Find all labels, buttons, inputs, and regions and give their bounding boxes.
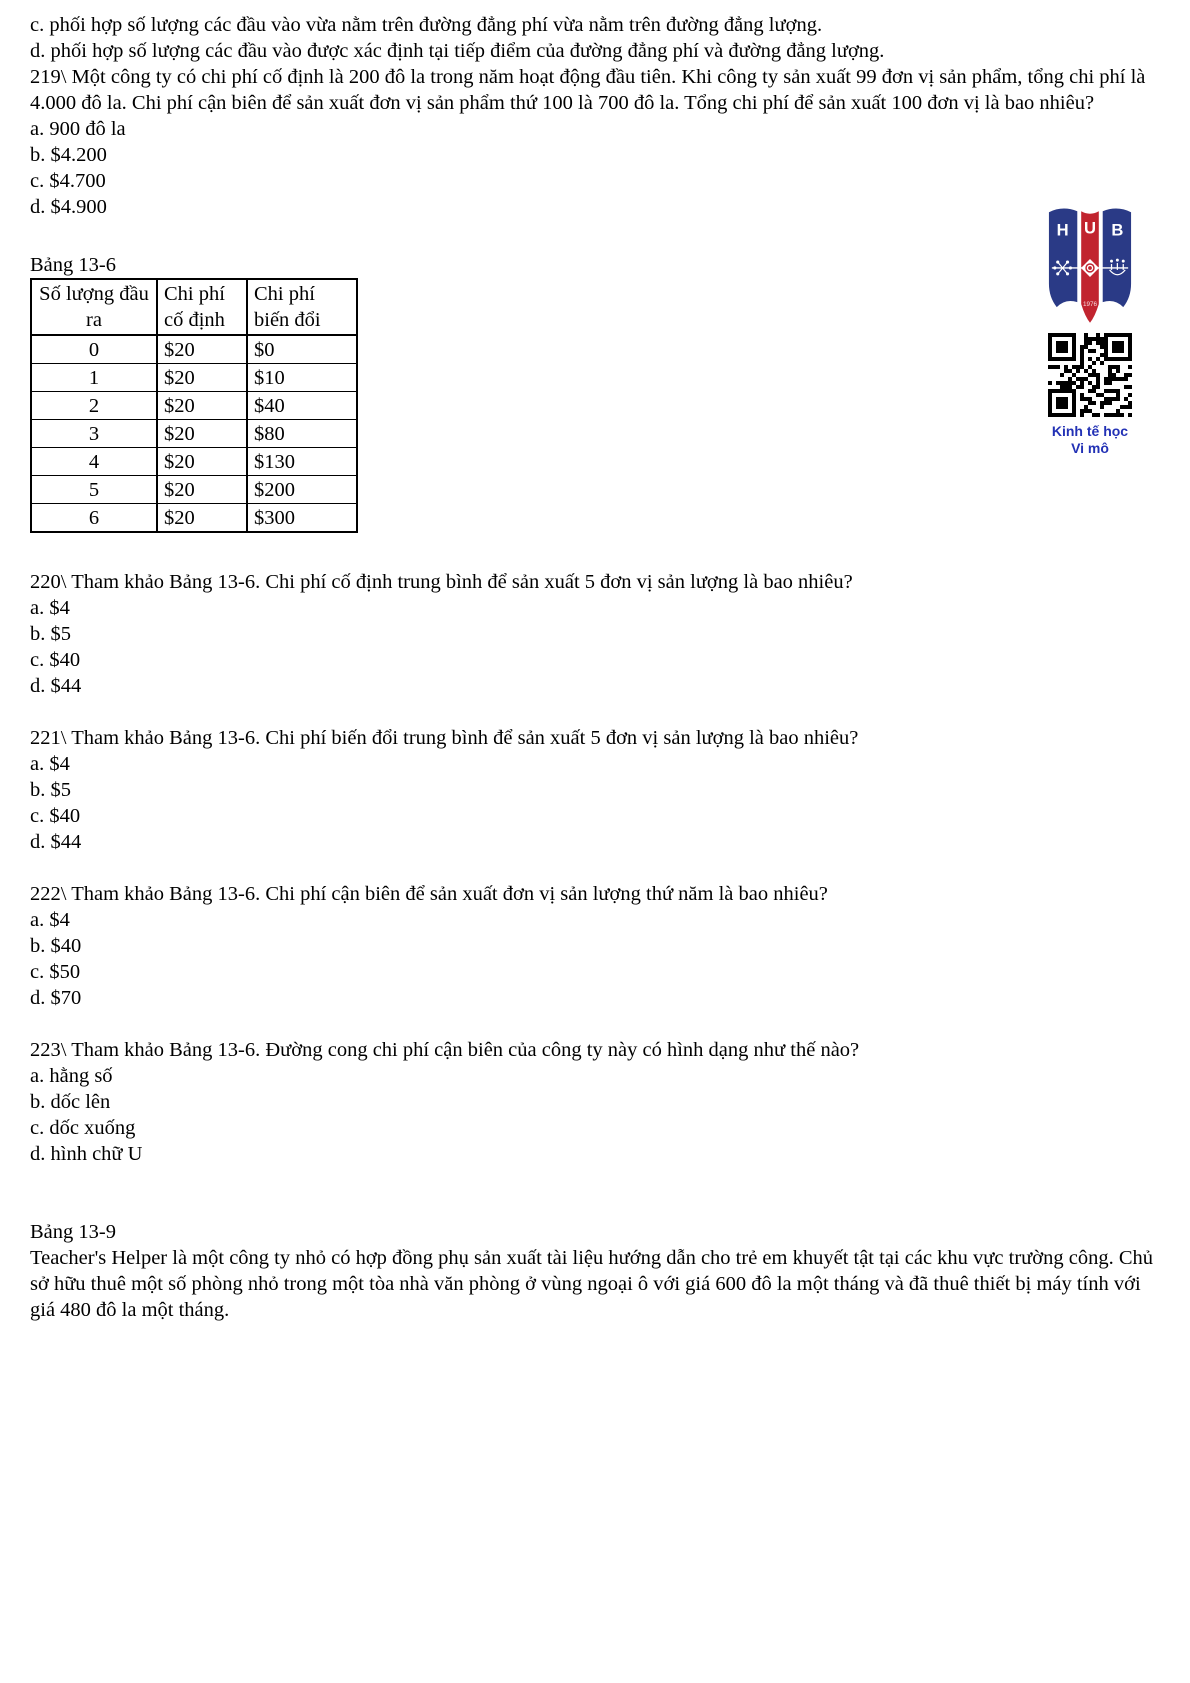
question-block	[30, 1037, 1155, 1167]
table-cell: 5	[31, 476, 157, 504]
answer-option: a. 900 đô la	[30, 118, 126, 140]
option-line: d. phối hợp số lượng các đầu vào được xác định tại tiếp điểm của đường đẳng phí và đường đẳng lượng.	[30, 40, 885, 62]
table-cell: $80	[247, 420, 357, 448]
course-caption-line: Kinh tế học	[1051, 423, 1129, 439]
answer-option: b. dốc lên	[30, 1091, 111, 1113]
answer-option: c. $4.700	[30, 170, 106, 192]
table-row	[31, 392, 357, 420]
logo-letter: H	[1056, 220, 1069, 240]
question-stem: 223\ Tham khảo Bảng 13-6. Đường cong chi phí cận biên của công ty này có hình dạng như thế nào?	[30, 1039, 860, 1061]
answer-option: a. $4	[30, 753, 70, 775]
table-cell: $0	[247, 335, 357, 364]
question-block	[30, 569, 1155, 699]
answer-option: c. dốc xuống	[30, 1117, 136, 1139]
answer-option: d. $44	[30, 675, 82, 697]
answer-option: c. $50	[30, 961, 81, 983]
answer-option: c. $40	[30, 805, 81, 827]
table-cell: $130	[247, 448, 357, 476]
question-block	[30, 725, 1155, 855]
logo-letter: U	[1084, 218, 1096, 238]
question-stem: 220\ Tham khảo Bảng 13-6. Chi phí cố định trung bình để sản xuất 5 đơn vị sản lượng là bao nhiêu?	[30, 571, 853, 593]
table-cell: $20	[157, 364, 247, 392]
table-cell: 3	[31, 420, 157, 448]
question-stem: 222\ Tham khảo Bảng 13-6. Chi phí cận biên để sản xuất đơn vị sản lượng thứ năm là bao nhiêu?	[30, 883, 828, 905]
table-cell: $200	[247, 476, 357, 504]
course-caption	[1043, 423, 1137, 457]
table-cell: $20	[157, 504, 247, 533]
cost-table	[30, 278, 358, 533]
table-cell: 4	[31, 448, 157, 476]
table-cell: $300	[247, 504, 357, 533]
table-cell: 6	[31, 504, 157, 533]
answer-option: a. $4	[30, 597, 70, 619]
course-caption-line: Vi mô	[1071, 440, 1109, 456]
answer-option: d. $70	[30, 987, 82, 1009]
logo-year: 1976	[1082, 301, 1098, 309]
table-caption: Bảng 13-6	[30, 254, 116, 276]
section-paragraph: Teacher's Helper là một công ty nhỏ có hợp đồng phụ sản xuất tài liệu hướng dẫn cho trẻ em khuyết tật tại các khu vực trường công. Chủ sở hữu thuê một số phòng nhỏ trong một tòa nhà văn phòng ở vùng ngoại ô với giá 600 đô la một tháng và đã thuê thiết bị máy tính với giá 480 đô la một tháng.	[30, 1247, 1153, 1321]
question-block	[30, 881, 1155, 1011]
answer-option: a. hằng số	[30, 1065, 113, 1087]
table-row	[31, 476, 357, 504]
table-cell: $40	[247, 392, 357, 420]
table-cell: $20	[157, 392, 247, 420]
branding-column	[1043, 205, 1137, 457]
table-cell: $20	[157, 420, 247, 448]
table-row	[31, 504, 357, 533]
table-cell: $10	[247, 364, 357, 392]
answer-option: c. $40	[30, 649, 81, 671]
table-row	[31, 420, 357, 448]
table-cell: $20	[157, 335, 247, 364]
section-caption: Bảng 13-9	[30, 1221, 116, 1243]
table-row	[31, 364, 357, 392]
question-stem: 221\ Tham khảo Bảng 13-6. Chi phí biến đổi trung bình để sản xuất 5 đơn vị sản lượng là bao nhiêu?	[30, 727, 859, 749]
answer-option: b. $4.200	[30, 144, 107, 166]
answer-option: d. $44	[30, 831, 82, 853]
question-stem: 219\ Một công ty có chi phí cố định là 200 đô la trong năm hoạt động đầu tiên. Khi công ty sản xuất 99 đơn vị sản phẩm, tổng chi phí là 4.000 đô la. Chi phí cận biên để sản xuất đơn vị sản phẩm thứ 100 là 700 đô la. Tổng chi phí để sản xuất 100 đơn vị là bao nhiêu?	[30, 66, 1146, 114]
column-header: Số lượng đầu ra	[31, 279, 157, 335]
hub-logo	[1046, 205, 1134, 327]
table-row	[31, 335, 357, 364]
answer-option: a. $4	[30, 909, 70, 931]
column-header: Chi phí cố định	[157, 279, 247, 335]
qr-code	[1048, 333, 1132, 417]
column-header: Chi phí biến đổi	[247, 279, 357, 335]
logo-letter: B	[1111, 220, 1124, 240]
table-cell: $20	[157, 476, 247, 504]
answer-option: b. $5	[30, 623, 71, 645]
table-cell: 2	[31, 392, 157, 420]
option-line: c. phối hợp số lượng các đầu vào vừa nằm trên đường đẳng phí vừa nằm trên đường đẳng lượng.	[30, 14, 823, 36]
answer-option: d. $4.900	[30, 196, 107, 218]
table-cell: 1	[31, 364, 157, 392]
answer-option: d. hình chữ U	[30, 1143, 143, 1165]
table-cell: $20	[157, 448, 247, 476]
table-header-row	[31, 279, 357, 335]
table-row	[31, 448, 357, 476]
table-cell: 0	[31, 335, 157, 364]
answer-option: b. $5	[30, 779, 71, 801]
answer-option: b. $40	[30, 935, 82, 957]
